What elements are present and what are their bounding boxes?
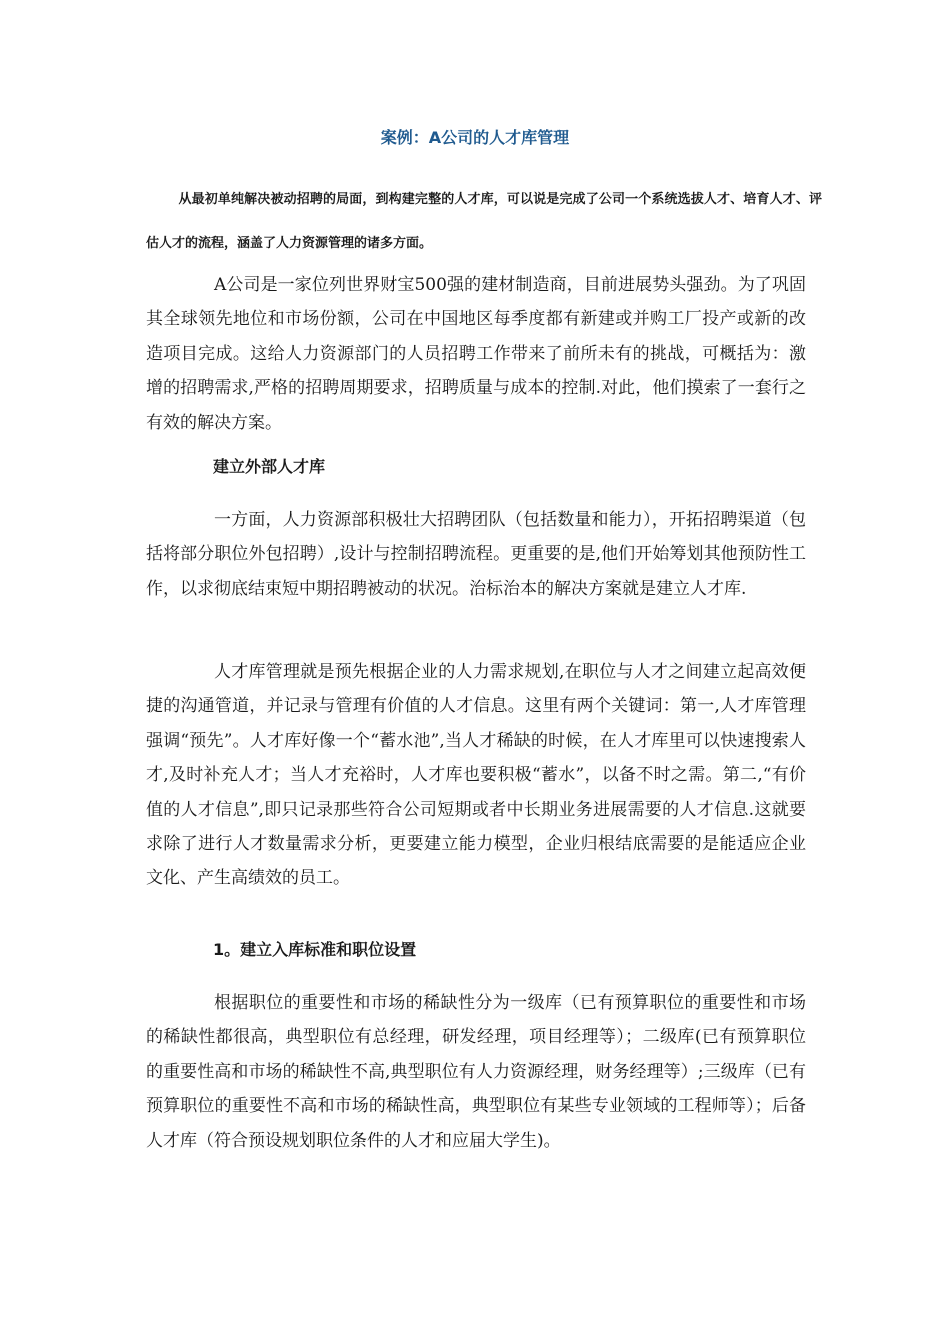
paragraph-company-background: A公司是一家位列世界财宝500强的建材制造商，目前进展势头强劲。为了巩固其全球领先地位和市场份额，公司在中国地区每季度都有新建或并购工厂投产或新的改造项目完成。这给人力资源部门的人员招聘工作带来了前所未有的挑战，可概括为：激增的招聘需求,严格的招聘周期要求，招聘质量与成本的控制.对此，他们摸索了一套行之有效的解决方案。 [146,275,806,433]
paragraph-talent-pool-management: 人才库管理就是预先根据企业的人力需求规划,在职位与人才之间建立起高效便捷的沟通管道，并记录与管理有价值的人才信息。这里有两个关键词：第一,人才库管理强调“预先”。人才库好像一个“蓄水池”,当人才稀缺的时候，在人才库里可以快速搜索人才,及时补充人才；当人才充裕时，人才库也要积极“蓄水”，以备不时之需。第二,“有价值的人才信息”,即只记录那些符合公司短期或者中长期业务进展需要的人才信息.这就要求除了进行人才数量需求分析，更要建立能力模型，企业归根结底需要的是能适应企业文化、产生高绩效的员工。 [146,662,806,889]
paragraph-pool-levels: 根据职位的重要性和市场的稀缺性分为一级库（已有预算职位的重要性和市场的稀缺性都很高，典型职位有总经理，研发经理，项目经理等）；二级库(已有预算职位的重要性高和市场的稀缺性不高,典型职位有人力资源经理，财务经理等）;三级库（已有预算职位的重要性不高和市场的稀缺性高，典型职位有某些专业领域的工程师等）；后备人才库（符合预设规划职位条件的人才和应届大学生)。 [146,993,806,1151]
section-heading-external-talent-pool: 建立外部人才库 [213,457,326,476]
document-title: 案例：A公司的人才库管理 [380,128,570,147]
intro-summary: 从最初单纯解决被动招聘的局面，到构建完整的人才库，可以说是完成了公司一个系统选拔人才、培育人才、评估人才的流程，涵盖了人力资源管理的诸多方面。 [146,192,822,251]
paragraph-recruitment-team: 一方面，人力资源部积极壮大招聘团队（包括数量和能力），开拓招聘渠道（包括将部分职位外包招聘）,设计与控制招聘流程。更重要的是,他们开始筹划其他预防性工作，以求彻底结束短中期招聘被动的状况。治标治本的解决方案就是建立人才库. [146,510,806,599]
section-heading-entry-standards: 1。建立入库标准和职位设置 [213,940,417,959]
